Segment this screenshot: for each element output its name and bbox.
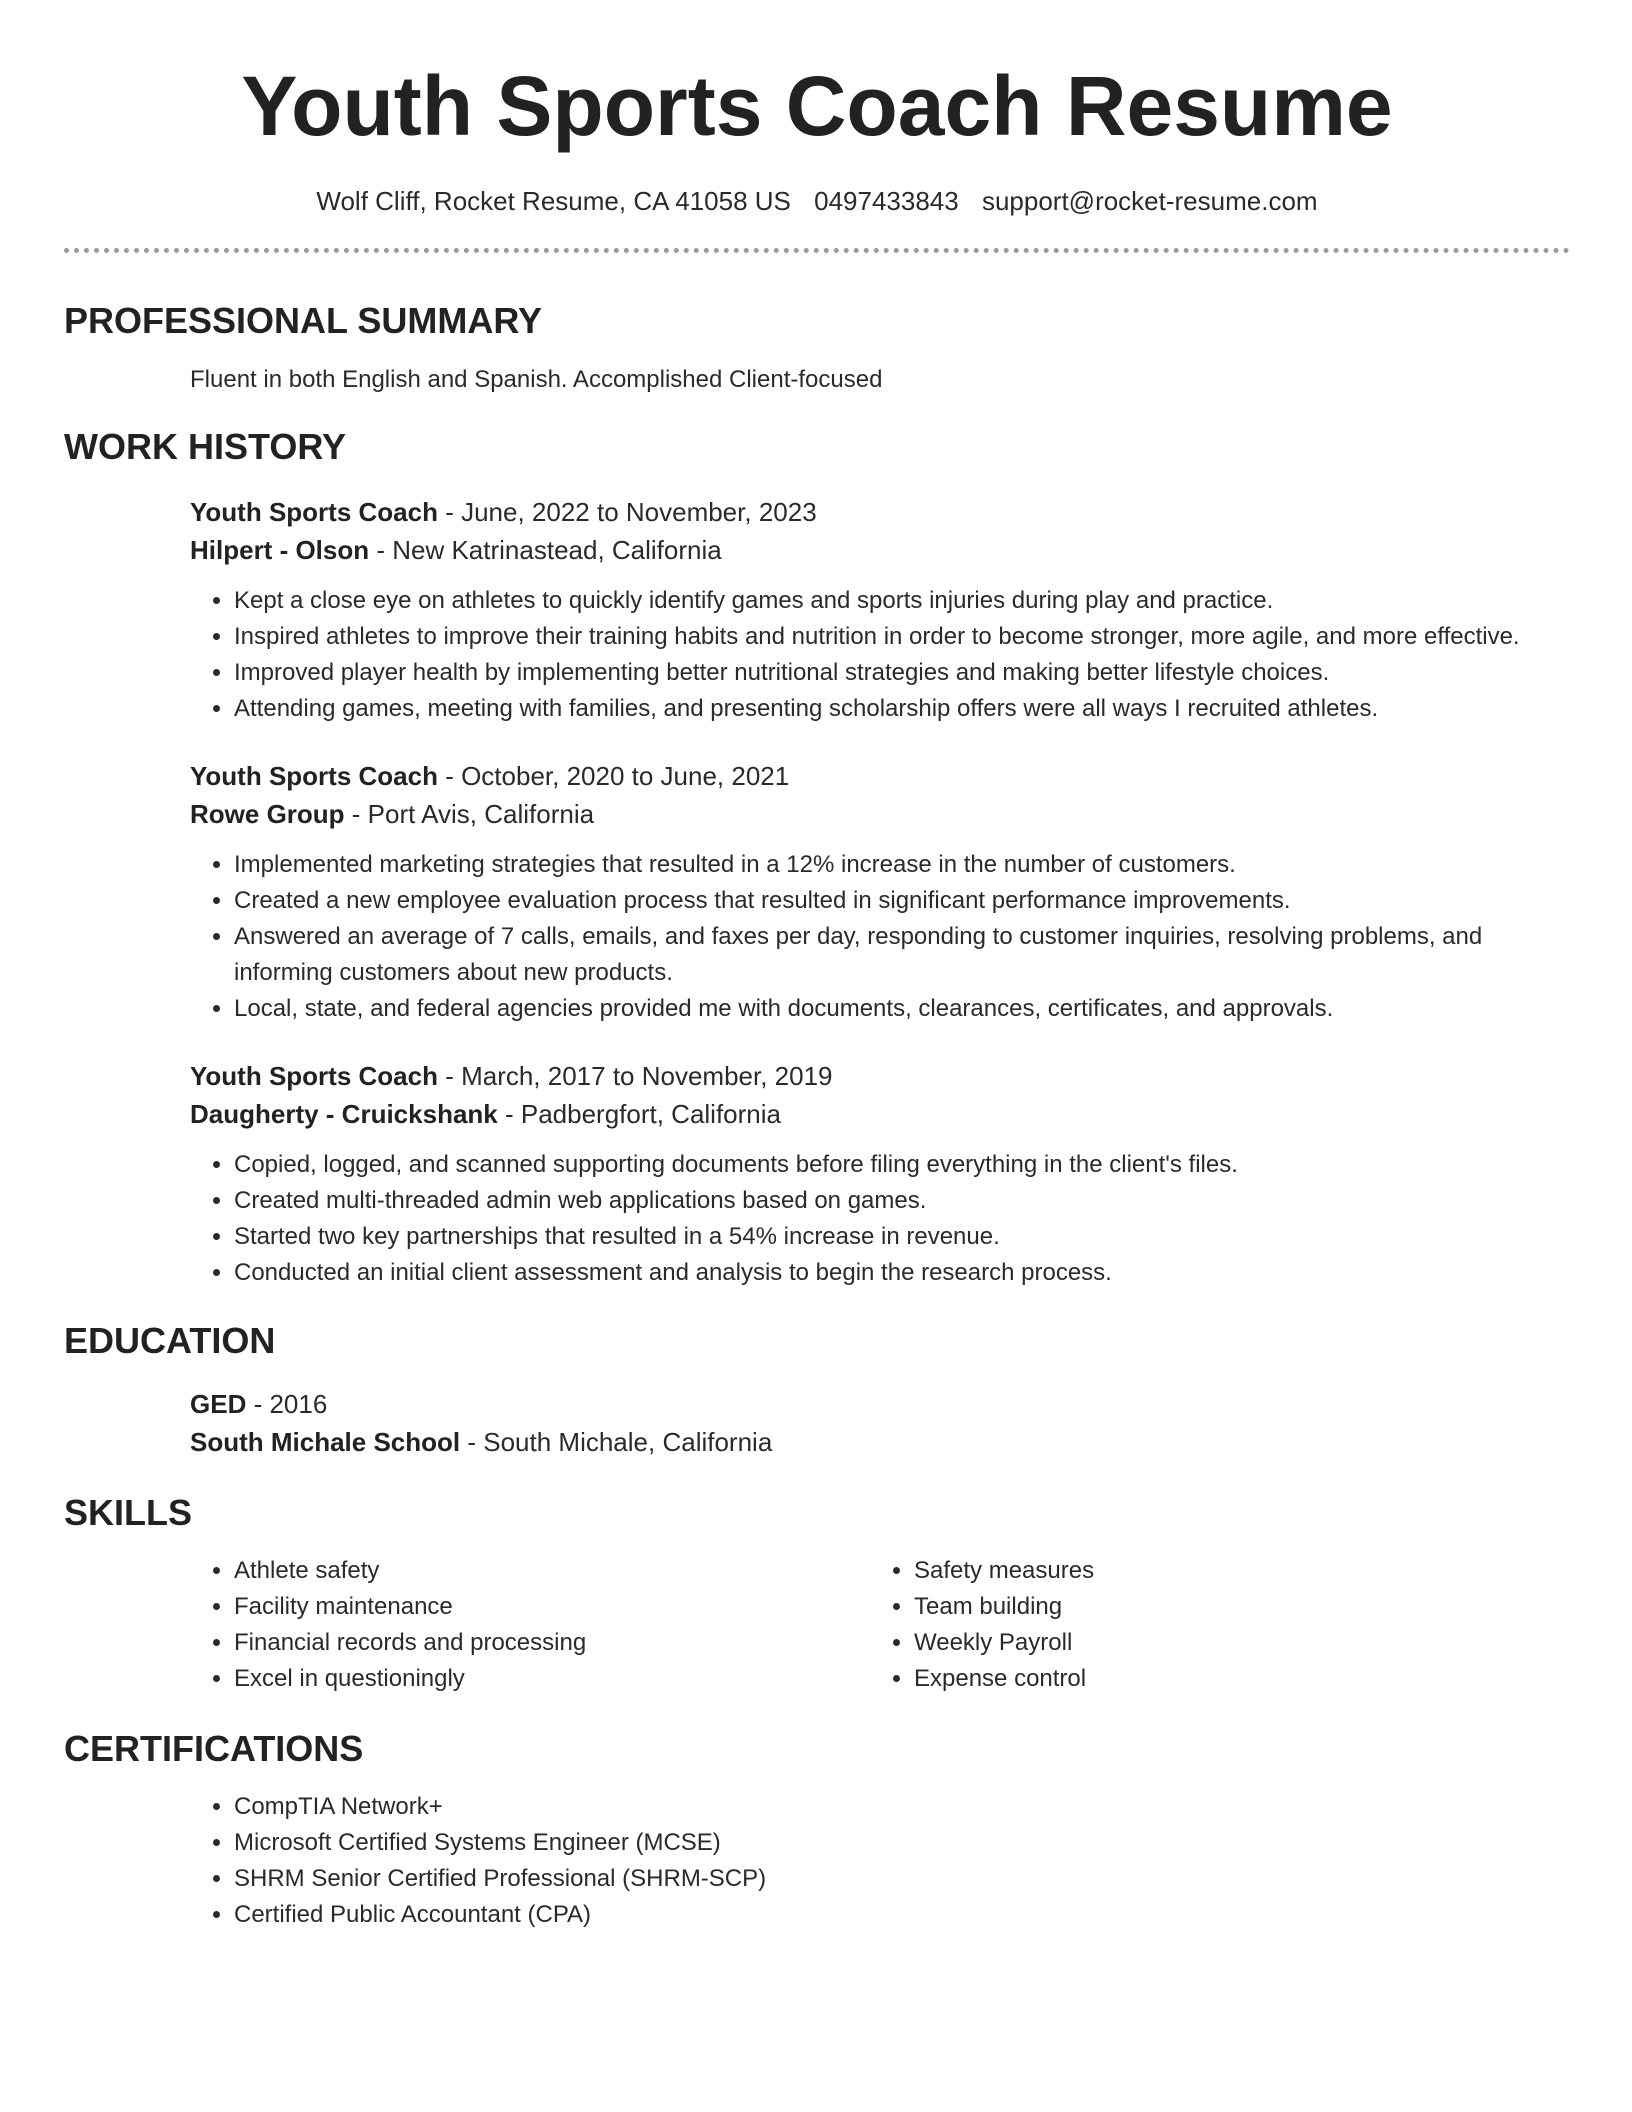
list-item: • Created multi-threaded admin web applications based on games. xyxy=(234,1183,1570,1219)
list-item: • Attending games, meeting with families, and presenting scholarship offers were all ways I recruited athletes. xyxy=(234,691,1570,727)
list-item: • Weekly Payroll xyxy=(914,1625,1550,1661)
skills-section xyxy=(64,1491,1570,1697)
summary-heading: PROFESSIONAL SUMMARY xyxy=(64,300,543,341)
resume-title: Youth Sports Coach Resume xyxy=(241,59,1393,153)
education-school-line xyxy=(190,1423,1570,1461)
list-item: • Certified Public Accountant (CPA) xyxy=(234,1897,1570,1933)
job-location: - Padbergfort, California xyxy=(497,1099,781,1129)
contact-address: Wolf Cliff, Rocket Resume, CA 41058 US xyxy=(316,186,791,216)
list-item: • Excel in questioningly xyxy=(234,1661,870,1697)
list-item: • SHRM Senior Certified Professional (SHRM-SCP) xyxy=(234,1861,1570,1897)
job-entry xyxy=(190,493,1570,727)
work-history-heading: WORK HISTORY xyxy=(64,426,347,467)
list-item: • Answered an average of 7 calls, emails, and faxes per day, responding to customer inquiries, resolving problems, and informing customers about new products. xyxy=(234,919,1570,991)
list-item: • Facility maintenance xyxy=(234,1589,870,1625)
list-item: • Kept a close eye on athletes to quickly identify games and sports injuries during play and practice. xyxy=(234,583,1570,619)
job-dates: - October, 2020 to June, 2021 xyxy=(437,761,790,791)
list-item: • Team building xyxy=(914,1589,1550,1625)
resume-page xyxy=(64,0,1570,1933)
job-location: - New Katrinastead, California xyxy=(369,535,722,565)
list-item: • Athlete safety xyxy=(234,1553,870,1589)
certifications-section xyxy=(64,1727,1570,1933)
summary-text: Fluent in both English and Spanish. Accomplished Client-focused xyxy=(190,366,883,393)
contact-email: support@rocket-resume.com xyxy=(981,186,1318,216)
education-degree: GED xyxy=(190,1389,247,1419)
list-item: • Expense control xyxy=(914,1661,1550,1697)
education-degree-line xyxy=(190,1385,1570,1423)
job-company: Daugherty - Cruickshank xyxy=(190,1099,498,1129)
certifications-body xyxy=(190,1789,1570,1933)
contact-line xyxy=(64,184,1570,218)
list-item: • Copied, logged, and scanned supporting documents before filing everything in the client's files. xyxy=(234,1147,1570,1183)
job-title-line xyxy=(190,493,1570,531)
education-school: South Michale School xyxy=(190,1427,461,1457)
job-title: Youth Sports Coach xyxy=(190,761,438,791)
header-divider xyxy=(64,248,1570,253)
list-item: • Microsoft Certified Systems Engineer (MCSE) xyxy=(234,1825,1570,1861)
job-company: Hilpert - Olson xyxy=(190,535,370,565)
summary-section xyxy=(64,299,1570,397)
job-title: Youth Sports Coach xyxy=(190,1061,438,1091)
skills-column-right xyxy=(870,1553,1550,1697)
list-item: • Safety measures xyxy=(914,1553,1550,1589)
job-bullets xyxy=(190,1147,1570,1291)
job-entry xyxy=(190,757,1570,1027)
job-title-line xyxy=(190,757,1570,795)
job-entry xyxy=(190,1057,1570,1291)
job-bullets xyxy=(190,847,1570,1027)
list-item: • Implemented marketing strategies that resulted in a 12% increase in the number of customers. xyxy=(234,847,1570,883)
contact-phone: 0497433843 xyxy=(814,186,959,216)
education-section xyxy=(64,1319,1570,1461)
job-company-line xyxy=(190,531,1570,569)
job-location: - Port Avis, California xyxy=(344,799,595,829)
education-year: - 2016 xyxy=(246,1389,328,1419)
list-item: • CompTIA Network+ xyxy=(234,1789,1570,1825)
list-item: • Local, state, and federal agencies provided me with documents, clearances, certificates, and approvals. xyxy=(234,991,1570,1027)
skills-heading: SKILLS xyxy=(64,1492,193,1533)
job-company: Rowe Group xyxy=(190,799,345,829)
education-entry xyxy=(190,1385,1570,1461)
skills-list xyxy=(190,1553,870,1697)
education-location: - South Michale, California xyxy=(460,1427,773,1457)
certifications-heading: CERTIFICATIONS xyxy=(64,1728,364,1769)
list-item: • Created a new employee evaluation process that resulted in significant performance improvements. xyxy=(234,883,1570,919)
job-title: Youth Sports Coach xyxy=(190,497,438,527)
job-bullets xyxy=(190,583,1570,727)
certifications-list xyxy=(190,1789,1570,1933)
job-company-line xyxy=(190,1095,1570,1133)
list-item: • Conducted an initial client assessment and analysis to begin the research process. xyxy=(234,1255,1570,1291)
job-dates: - March, 2017 to November, 2019 xyxy=(437,1061,833,1091)
job-title-line xyxy=(190,1057,1570,1095)
education-heading: EDUCATION xyxy=(64,1320,276,1361)
job-company-line xyxy=(190,795,1570,833)
list-item: • Started two key partnerships that resulted in a 54% increase in revenue. xyxy=(234,1219,1570,1255)
skills-grid xyxy=(190,1553,1570,1697)
list-item: • Inspired athletes to improve their training habits and nutrition in order to become stronger, more agile, and more effective. xyxy=(234,619,1570,655)
skills-list xyxy=(870,1553,1550,1697)
job-dates: - June, 2022 to November, 2023 xyxy=(437,497,817,527)
skills-column-left xyxy=(190,1553,870,1697)
list-item: • Improved player health by implementing better nutritional strategies and making better lifestyle choices. xyxy=(234,655,1570,691)
work-history-section xyxy=(64,425,1570,1291)
list-item: • Financial records and processing xyxy=(234,1625,870,1661)
